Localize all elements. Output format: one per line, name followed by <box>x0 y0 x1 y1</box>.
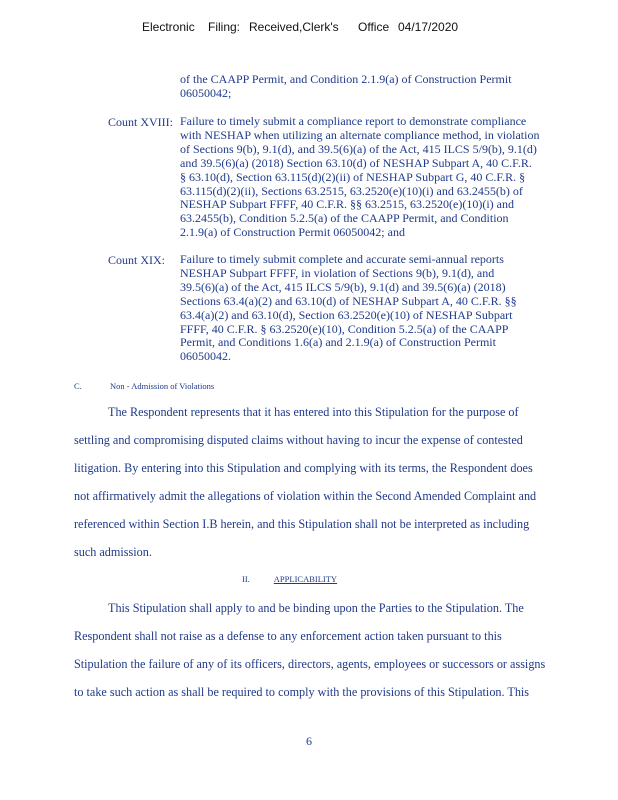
header-electronic: Electronic <box>142 20 195 34</box>
count-18-text <box>180 115 539 240</box>
header-received: Received,Clerk's <box>249 20 339 34</box>
count-line: Failure to timely submit complete and accurate semi-annual reports <box>180 252 504 266</box>
paragraph-line: The Respondent represents that it has entered into this Stipulation for the purpose of <box>108 405 519 419</box>
page-number: 6 <box>306 734 312 748</box>
count-line: 63.2455(b), Condition 5.2.5(a) of the CAAPP Permit, and Condition <box>180 211 509 226</box>
paragraph-line: litigation. By entering into this Stipulation and complying with its terms, the Respondent does <box>74 461 533 475</box>
count-line: Failure to timely submit a compliance report to demonstrate compliance <box>180 114 527 128</box>
header-date: 04/17/2020 <box>398 20 459 34</box>
paragraph-line: This Stipulation shall apply to and be binding upon the Parties to the Stipulation. The <box>108 601 524 615</box>
count-line: Sections 63.4(a)(2) and 63.10(d) of NESHAP Subpart A, 40 C.F.R. §§ <box>180 293 517 308</box>
paragraph-line: Stipulation the failure of any of its officers, directors, agents, employees or successors or assigns <box>74 657 546 671</box>
continuation-line: 06050042; <box>180 86 232 101</box>
count-line: of Sections 9(b), 9.1(d), and 39.5(6)(a) of the Act, 415 ILCS 5/9(b), 9.1(d) <box>180 141 537 156</box>
count-line: and 39.5(6)(a) (2018) Section 63.10(d) of NESHAP Subpart A, 40 C.F.R. <box>180 155 532 170</box>
count-continuation <box>180 72 512 100</box>
paragraph-line: Respondent shall not raise as a defense to any enforcement action taken pursuant to this <box>74 629 502 643</box>
paragraph-line: referenced within Section I.B herein, and this Stipulation shall not be interpreted as including <box>74 517 530 531</box>
count-line: 63.4(a)(2) and 63.10(d), Section 63.2520(e)(10) of NESHAP Subpart <box>180 307 513 322</box>
section-ii-number: II. <box>242 574 250 584</box>
count-18-label: Count XVIII: <box>108 115 173 129</box>
continuation-line: of the CAAPP Permit, and Condition 2.1.9(a) of Construction Permit <box>180 72 512 86</box>
count-line: 63.115(d)(2)(ii), Sections 63.2515, 63.2520(e)(10)(i) and 63.2455(b) of <box>180 183 523 198</box>
count-line: 39.5(6)(a) of the Act, 415 ILCS 5/9(b), 9.1(d) and 39.5(6)(a) (2018) <box>180 279 506 294</box>
count-line: Permit, and Conditions 1.6(a) and 2.1.9(a) of Construction Permit <box>180 335 496 350</box>
count-line: 06050042. <box>180 349 231 364</box>
section-ii-title: APPLICABILITY <box>273 574 338 584</box>
paragraph-line: to take such action as shall be required to comply with the provisions of this Stipulation. This <box>74 685 530 699</box>
count-line: with NESHAP when utilizing an alternate compliance method, in violation <box>180 127 540 142</box>
section-c-title: Non - Admission of Violations <box>110 381 215 391</box>
section-ii-heading <box>242 574 377 584</box>
count-line: FFFF, 40 C.F.R. § 63.2520(e)(10), Condition 5.2.5(a) of the CAAPP <box>180 321 509 336</box>
paragraph-line: settling and compromising disputed claims without having to incur the expense of contested <box>74 433 523 447</box>
count-line: NESHAP Subpart FFFF, 40 C.F.R. §§ 63.2515, 63.2520(e)(10)(i) and <box>180 197 514 212</box>
count-line: § 63.10(d), Section 63.115(d)(2)(ii) of NESHAP Subpart G, 40 C.F.R. § <box>180 169 526 184</box>
header-office: Office <box>358 20 390 34</box>
section-c-letter: C. <box>74 381 82 391</box>
count-line: NESHAP Subpart FFFF, in violation of Sections 9(b), 9.1(d), and <box>180 265 495 280</box>
count-19-label: Count XIX: <box>108 253 165 267</box>
count-line: 2.1.9(a) of Construction Permit 06050042; and <box>180 225 405 240</box>
paragraph-line: such admission. <box>74 545 152 559</box>
count-19-text <box>180 253 517 364</box>
paragraph-line: not affirmatively admit the allegations of violation within the Second Amended Complaint and <box>74 489 537 503</box>
header-filing: Filing: <box>208 20 241 34</box>
